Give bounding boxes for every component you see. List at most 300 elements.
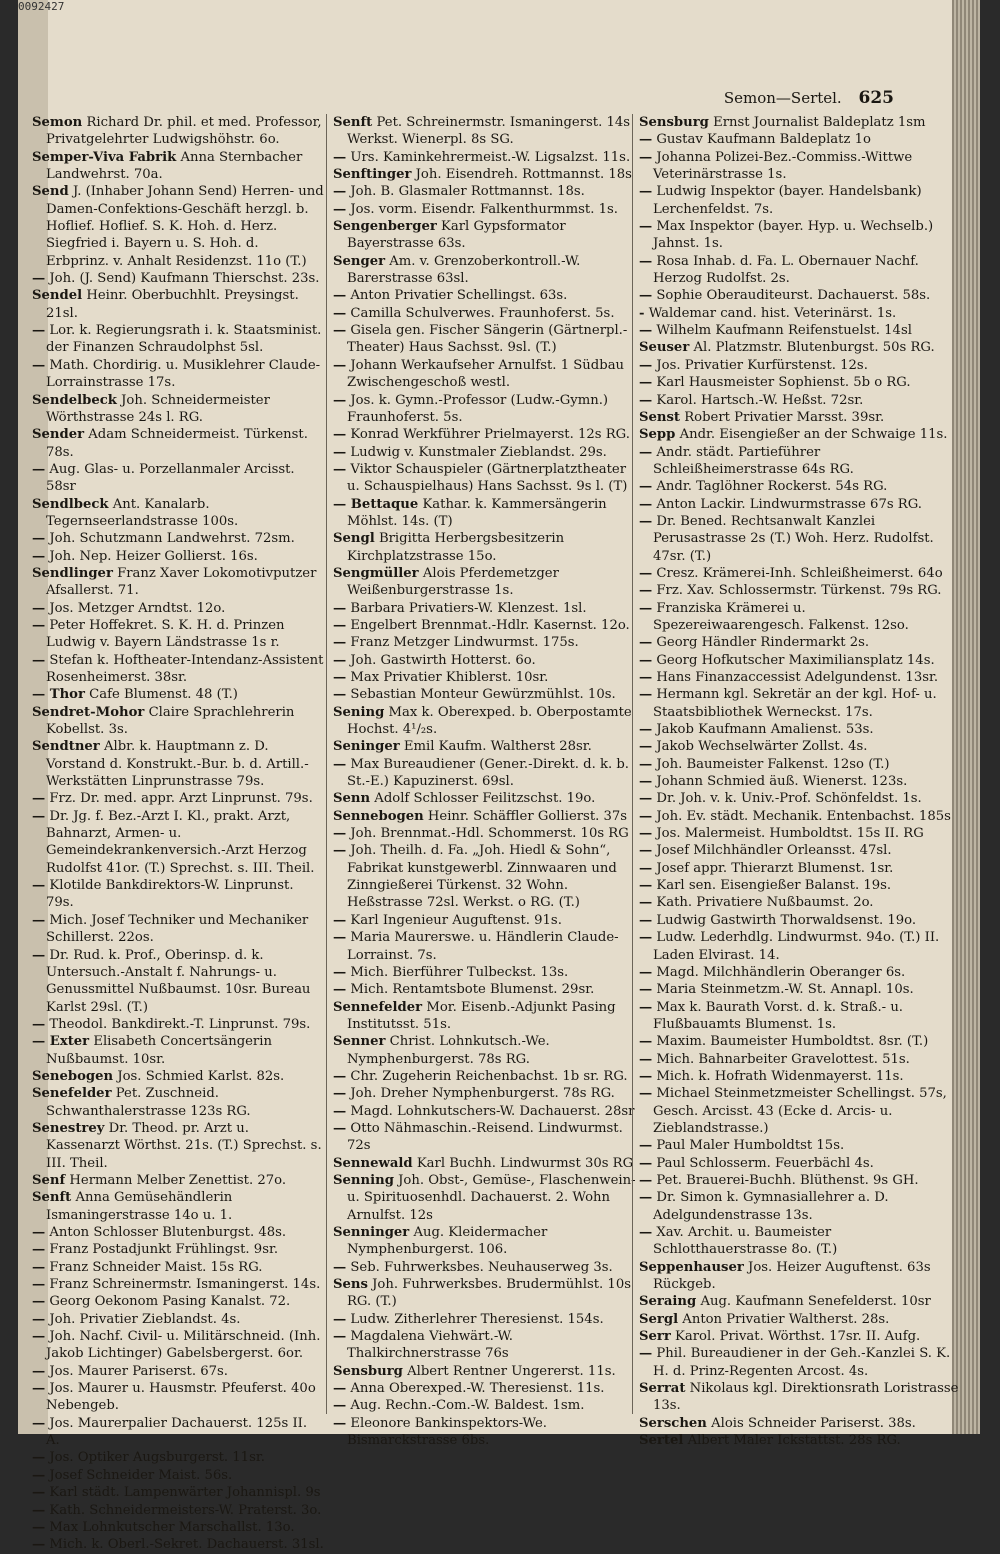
entry-name: —: [639, 444, 653, 460]
entry-name: —: [32, 617, 46, 633]
entry-name: —: [32, 912, 46, 928]
entry-text: Joh. Nachf. Civil- u. Militärschneid. (Inh. Jakob Lichtinger) Gabelsbergerst. 6or.: [46, 1329, 321, 1362]
directory-entry: [32, 808, 324, 877]
entry-name: —: [333, 826, 347, 842]
entry-text: Anton Privatier Schellingst. 63s.: [350, 288, 568, 304]
directory-entry: [333, 166, 638, 183]
entry-text: Ant. Kanalarb. Tegernseerlandstrasse 100s.: [46, 496, 239, 529]
directory-entry: [333, 1276, 638, 1311]
entry-name: —: [333, 687, 347, 703]
entry-name: —: [333, 392, 347, 408]
directory-entry: [639, 1033, 959, 1050]
entry-text: Am. v. Grenzoberkontroll.-W. Barerstrasse 63sl.: [347, 253, 581, 287]
directory-entry: [333, 392, 638, 427]
directory-entry: [639, 1311, 959, 1328]
directory-entry: [32, 1276, 324, 1293]
directory-entry: [32, 426, 324, 461]
directory-entry: [639, 131, 959, 148]
entry-name: —: [333, 670, 347, 685]
entry-name: Senner: [333, 1034, 386, 1050]
entry-text: Albert Maler Ickstattst. 28s RG.: [687, 1433, 901, 1449]
entry-name: Senninger: [333, 1225, 410, 1240]
entry-text: Camilla Schulverwes. Fraunhoferst. 5s.: [350, 305, 615, 321]
entry-name: Sender: [32, 427, 85, 443]
entry-name: —: [333, 635, 347, 651]
entry-text: Georg Händler Rindermarkt 2s.: [656, 635, 870, 651]
directory-entry: [32, 1120, 324, 1172]
entry-name: —: [333, 1381, 347, 1397]
directory-entry: [333, 808, 638, 825]
directory-entry: [32, 1502, 324, 1519]
entry-name: —: [639, 513, 653, 529]
entry-text: Karol. Privat. Wörthst. 17sr. II. Aufg.: [675, 1329, 921, 1345]
directory-entry: [639, 253, 959, 288]
directory-entry: [639, 322, 959, 339]
entry-text: Joh. Dreher Nymphenburgerst. 78s RG.: [350, 1086, 615, 1102]
directory-entry: [333, 149, 638, 166]
entry-name: —: [639, 219, 653, 235]
entry-text: Max k. Baurath Vorst. d. k. Straß.- u. Flußbauamts Blumenst. 1s.: [653, 999, 903, 1032]
entry-text: Joh. B. Glasmaler Rottmannst. 18s.: [350, 184, 585, 200]
entry-name: —: [639, 1051, 653, 1067]
entry-name: Send: [32, 184, 69, 200]
entry-name: —: [32, 323, 46, 339]
entry-text: Jos. Maurer u. Hausmstr. Pfeuferst. 40o Nebengeb.: [46, 1381, 316, 1414]
directory-entry: [333, 704, 638, 739]
entry-name: —: [333, 184, 347, 200]
directory-entry: [333, 842, 638, 911]
directory-entry: [32, 1519, 324, 1536]
entry-name: —: [639, 808, 653, 824]
entry-text: Jakob Wechselwärter Zollst. 4s.: [656, 739, 868, 755]
entry-text: J. (Inhaber Johann Send) Herren- und Damen-Confektions-Geschäft herzgl. b. Hoflief. Hoflief. S. K. Hoh. d. Herz. Siegfried i. Bayern u. S. Hoh. d. Erbprinz. v. Anhalt Residenzst. 11o (T.): [46, 184, 324, 269]
entry-name: —: [32, 1294, 46, 1310]
directory-entry: [32, 1085, 324, 1120]
directory-entry: [32, 652, 324, 687]
directory-entry: [32, 947, 324, 1016]
directory-entry: [333, 357, 638, 392]
entry-name: —: [639, 1068, 653, 1084]
directory-entry: [32, 565, 324, 600]
entry-text: Mich. k. Oberl.-Sekret. Dachauerst. 31sl.: [49, 1537, 324, 1553]
directory-entry: [333, 183, 638, 200]
entry-text: Ludwig Gastwirth Thorwaldsenst. 19o.: [656, 912, 917, 928]
directory-entry: [639, 392, 959, 409]
entry-name: Sendelbeck: [32, 392, 117, 408]
entry-text: Joh. Privatier Zieblandst. 4s.: [49, 1311, 241, 1327]
entry-text: Mich. k. Hofrath Widenmayerst. 11s.: [656, 1068, 904, 1084]
directory-entry: [639, 1172, 959, 1189]
directory-entry: [639, 426, 959, 443]
entry-text: Urs. Kaminkehrermeist.-W. Ligsalzst. 11s.: [350, 149, 631, 165]
entry-name: Semper-Viva Fabrik: [32, 149, 177, 165]
entry-text: Maria Maurerswe. u. Händlerin Claude-Lorrainst. 7s.: [347, 930, 619, 963]
entry-name: —: [639, 774, 653, 790]
entry-text: Cafe Blumenst. 48 (T.): [89, 687, 238, 703]
entry-text: Andr. städt. Partieführer Schleißheimerstrasse 64s RG.: [653, 444, 854, 477]
entry-text: Chr. Zugeherin Reichenbachst. 1b sr. RG.: [350, 1068, 628, 1084]
entry-name: Seppenhauser: [639, 1259, 744, 1275]
entry-name: —: [333, 600, 347, 616]
entry-text: Klotilde Bankdirektors-W. Linprunst. 79s.: [46, 878, 294, 911]
entry-name: —: [32, 1242, 46, 1258]
directory-entry: [333, 1103, 638, 1120]
entry-name: —: [333, 1120, 347, 1136]
entry-text: Aug. Glas- u. Porzellanmaler Arcisst. 58sr: [46, 461, 295, 495]
entry-name: —: [639, 184, 653, 200]
entry-name: —: [639, 912, 653, 928]
entry-text: Maria Steinmetzm.-W. St. Annapl. 10s.: [656, 982, 914, 998]
directory-entry: [639, 565, 959, 582]
entry-text: Karl Gypsformator Bayerstrasse 63s.: [347, 219, 566, 252]
entry-text: Adam Schneidermeist. Türkenst. 78s.: [46, 427, 308, 460]
entry-name: —: [639, 1225, 653, 1240]
directory-entry: [333, 1085, 638, 1102]
directory-entry: [32, 1259, 324, 1276]
directory-entry: [333, 1380, 638, 1397]
directory-entry: [32, 1536, 324, 1553]
entry-text: Jos. Metzger Arndtst. 12o.: [49, 600, 226, 616]
directory-entry: [639, 1051, 959, 1068]
entry-text: Josef Schneider Maist. 56s.: [49, 1467, 233, 1483]
entry-text: Andr. Eisengießer an der Schwaige 11s.: [679, 427, 948, 443]
entry-name: —: [32, 1485, 46, 1501]
entry-text: Anna Sternbacher Landwehrst. 70a.: [46, 149, 303, 183]
entry-name: —: [333, 357, 347, 373]
entry-name: —: [639, 843, 653, 859]
directory-entry: [333, 305, 638, 322]
directory-entry: [32, 1068, 324, 1085]
entry-name: —: [639, 1034, 653, 1050]
entry-name: —: [32, 1537, 46, 1553]
directory-entry: [333, 964, 638, 981]
directory-entry: [639, 600, 959, 635]
entry-name: —: [333, 149, 347, 165]
entry-text: Max Privatier Khiblerst. 10sr.: [350, 670, 549, 685]
entry-name: Senefelder: [32, 1086, 112, 1102]
entry-name: —: [639, 860, 653, 876]
entry-name: —: [32, 271, 46, 287]
directory-entry: [333, 1033, 638, 1068]
entry-name: Semon: [32, 115, 83, 130]
entry-name: Senn: [333, 791, 371, 807]
entry-text: Wilhelm Kaufmann Reifenstuelst. 14sl: [656, 323, 912, 339]
entry-text: Albert Rentner Ungererst. 11s.: [407, 1363, 616, 1379]
directory-entry: [639, 218, 959, 253]
directory-entry: [639, 808, 959, 825]
entry-text: Gustav Kaufmann Baldeplatz 1o: [656, 132, 871, 148]
directory-entry: [32, 600, 324, 617]
directory-entry: [333, 825, 638, 842]
directory-entry: [32, 1172, 324, 1189]
entry-text: Kathar. k. Kammersängerin Möhlst. 14s. (T): [347, 496, 607, 529]
entry-name: Senebogen: [32, 1068, 114, 1084]
directory-entry: [32, 183, 324, 270]
entry-name: —: [32, 1381, 46, 1397]
directory-entry: [639, 1415, 959, 1432]
entry-text: Barbara Privatiers-W. Klenzest. 1sl.: [350, 600, 587, 616]
directory-entry: [333, 669, 638, 686]
directory-entry: [333, 652, 638, 669]
directory-entry: [639, 478, 959, 495]
entry-name: Sens: [333, 1277, 368, 1293]
directory-entry: [639, 287, 959, 304]
entry-text: Karol. Hartsch.-W. Heßst. 72sr.: [656, 392, 864, 408]
entry-text: Karl Ingenieur Auguftenst. 91s.: [350, 912, 562, 928]
directory-entry: [639, 773, 959, 790]
entry-text: Johanna Polizei-Bez.-Commiss.-Wittwe Veterinärstrasse 1s.: [653, 149, 913, 183]
entry-name: —: [639, 132, 653, 148]
entry-text: Sophie Oberauditeurst. Dachauerst. 58s.: [656, 288, 931, 304]
directory-entry: [32, 1224, 324, 1241]
entry-text: Dr. Joh. v. k. Univ.-Prof. Schönfeldst. 1s.: [656, 791, 922, 807]
entry-text: Jos. Maurer Pariserst. 67s.: [49, 1363, 228, 1379]
entry-text: Seb. Fuhrwerksbes. Neuhauserweg 3s.: [350, 1259, 613, 1275]
entry-text: Hermann Melber Zenettist. 27o.: [69, 1172, 287, 1188]
directory-entry: [32, 287, 324, 322]
entry-text: Viktor Schauspieler (Gärtnerplatztheater u. Schauspielhaus) Hans Sachsst. 9s l. (T): [347, 461, 628, 495]
directory-entry: [333, 461, 638, 496]
entry-name: —: [32, 1259, 46, 1275]
entry-name: Sensburg: [333, 1363, 403, 1379]
entry-text: Frz. Dr. med. appr. Arzt Linprunst. 79s.: [49, 791, 313, 807]
entry-text: Jos. k. Gymn.-Professor (Ludw.-Gymn.) Fraunhoferst. 5s.: [347, 392, 609, 425]
entry-text: Max Lohnkutscher Marschallst. 13o.: [49, 1519, 295, 1535]
directory-entry: [639, 1068, 959, 1085]
entry-text: Math. Chordirig. u. Musiklehrer Claude-Lorrainstrasse 17s.: [46, 357, 321, 391]
entry-text: Jos. Schmied Karlst. 82s.: [117, 1068, 285, 1084]
entry-text: Dr. Theod. pr. Arzt u. Kassenarzt Wörthst. 21s. (T.) Sprechst. s. III. Theil.: [46, 1120, 322, 1171]
entry-name: —: [639, 999, 653, 1015]
directory-entry: [32, 1311, 324, 1328]
entry-name: —: [32, 357, 46, 373]
entry-text: Elisabeth Concertsängerin Nußbaumst. 10sr.: [46, 1034, 272, 1067]
directory-entry: [639, 1328, 959, 1345]
entry-name: —: [639, 895, 653, 911]
directory-entry: [639, 409, 959, 426]
directory-entry: [333, 565, 638, 600]
entry-text: Maxim. Baumeister Humboldtst. 8sr. (T.): [656, 1034, 929, 1050]
entry-text: Sebastian Monteur Gewürzmühlst. 10s.: [350, 687, 616, 703]
directory-entry: [333, 981, 638, 998]
directory-entry: [32, 686, 324, 703]
directory-entry: [639, 912, 959, 929]
directory-entry: [639, 634, 959, 651]
directory-entry: [639, 305, 959, 322]
entry-name: Sergl: [639, 1311, 679, 1327]
entry-name: —: [639, 253, 653, 269]
entry-text: Jos. Malermeist. Humboldtst. 15s II. RG: [656, 826, 924, 842]
entry-name: —: [639, 1086, 653, 1102]
entry-text: Jos. Privatier Kurfürstenst. 12s.: [656, 357, 868, 373]
directory-entry: [32, 790, 324, 807]
directory-entry: [639, 1224, 959, 1259]
directory-entry: [639, 1432, 959, 1449]
directory-entry: [639, 1259, 959, 1294]
directory-entry: [32, 496, 324, 531]
directory-entry: [639, 357, 959, 374]
directory-entry: [333, 738, 638, 755]
entry-name: —: [639, 323, 653, 339]
entry-name: —: [333, 843, 347, 859]
entry-text: Pet. Brauerei-Buchh. Blüthenst. 9s GH.: [656, 1172, 919, 1188]
entry-text: Konrad Werkführer Prielmayerst. 12s RG.: [350, 427, 630, 443]
entry-text: Karl sen. Eisengießer Balanst. 19s.: [656, 878, 892, 894]
directory-entry: [333, 929, 638, 964]
entry-text: Joh. (J. Send) Kaufmann Thierschst. 23s.: [49, 271, 320, 287]
directory-entry: [32, 1380, 324, 1415]
directory-entry: [333, 1120, 638, 1155]
entry-name: —: [639, 756, 653, 772]
entry-text: Joh. Schneidermeister Wörthstrasse 24s l. RG.: [46, 392, 270, 425]
entry-name: —: [333, 288, 347, 304]
entry-name: Sendret-Mohor: [32, 704, 145, 720]
entry-name: —: [32, 548, 46, 564]
directory-entry: [32, 1484, 324, 1501]
directory-entry: [32, 1467, 324, 1484]
directory-entry: [639, 929, 959, 964]
entry-name: —: [32, 1450, 46, 1466]
entry-name: Sendtner: [32, 739, 100, 755]
entry-text: Heinr. Oberbuchhlt. Preysingst. 21sl.: [46, 288, 299, 321]
entry-name: Senning: [333, 1172, 394, 1188]
directory-entry: [32, 357, 324, 392]
entry-text: Ludwig v. Kunstmaler Zieblandst. 29s.: [350, 444, 607, 460]
entry-name: —: [32, 878, 46, 894]
directory-entry: [333, 790, 638, 807]
entry-text: Joh. Obst-, Gemüse-, Flaschenwein- u. Spirituosenhdl. Dachauerst. 2. Wohn Arnulfst. 12s: [347, 1172, 636, 1223]
directory-entry: [333, 617, 638, 634]
entry-name: Sensburg: [639, 115, 709, 130]
entry-text: Dr. Simon k. Gymnasiallehrer a. D. Adelgundenstrasse 13s.: [653, 1190, 889, 1223]
directory-entry: [32, 1016, 324, 1033]
directory-entry: [32, 912, 324, 947]
directory-entry: [639, 738, 959, 755]
entry-name: —: [32, 600, 46, 616]
entry-text: Aug. Kaufmann Senefelderst. 10sr: [700, 1294, 931, 1310]
entry-text: Magd. Milchhändlerin Oberanger 6s.: [656, 964, 906, 980]
entry-name: Senftinger: [333, 167, 412, 183]
entry-name: Sendlbeck: [32, 496, 109, 512]
entry-text: Max k. Oberexped. b. Oberpostamte Hochst. 4¹/₂s.: [347, 704, 632, 738]
entry-name: Serrat: [639, 1381, 686, 1397]
entry-text: Jos. Maurerpalier Dachauerst. 125s II. A.: [46, 1415, 308, 1449]
entry-name: —: [639, 1155, 653, 1171]
entry-name: —: [32, 1225, 46, 1240]
entry-name: Senf: [32, 1172, 66, 1188]
entry-text: Joh. Brennmat.-Hdl. Schommerst. 10s RG: [350, 826, 629, 842]
entry-name: —: [639, 791, 653, 807]
entry-name: —: [333, 461, 347, 477]
entry-text: Paul Maler Humboldtst 15s.: [656, 1138, 845, 1154]
entry-name: —: [32, 461, 46, 477]
entry-name: —: [333, 1415, 347, 1431]
entry-name: -: [639, 305, 645, 321]
entry-text: Aug. Rechn.-Com.-W. Baldest. 1sm.: [350, 1398, 585, 1414]
entry-text: Pet. Zuschneid. Schwanthalerstrasse 123s RG.: [46, 1086, 251, 1119]
directory-entry: [333, 1172, 638, 1224]
entry-text: Jakob Kaufmann Amalienst. 53s.: [656, 722, 874, 738]
entry-text: Josef appr. Thierarzt Blumenst. 1sr.: [656, 860, 894, 876]
directory-entry: [639, 842, 959, 859]
entry-name: —: [333, 912, 347, 928]
directory-entry: [639, 877, 959, 894]
entry-text: Frz. Xav. Schlossermstr. Türkenst. 79s RG.: [656, 583, 942, 599]
entry-text: Ludwig Inspektor (bayer. Handelsbank) Lerchenfeldst. 7s.: [653, 184, 922, 217]
entry-text: Georg Hofkutscher Maximiliansplatz 14s.: [656, 652, 935, 668]
entry-name: —: [333, 444, 347, 460]
entry-text: Dr. Jg. f. Bez.-Arzt I. Kl., prakt. Arzt, Bahnarzt, Armen- u. Gemeindekrankenversich.-Arzt Herzog Rudolfst 41or. (T.) Sprechst. s. III. Theil.: [46, 808, 315, 876]
entry-text: Alois Pferdemetzger Weißenburgerstrasse 1s.: [347, 565, 559, 599]
directory-entry: [32, 1415, 324, 1450]
directory-entry: [32, 461, 324, 496]
entry-name: —: [639, 392, 653, 408]
entry-text: Magd. Lohnkutschers-W. Dachauerst. 28sr: [350, 1103, 635, 1119]
directory-entry: [32, 877, 324, 912]
entry-text: Franziska Krämerei u. Spezereiwaarengesch. Falkenst. 12so.: [653, 600, 909, 633]
entry-name: —: [32, 1329, 46, 1345]
entry-text: Adolf Schlosser Feilitzschst. 19o.: [374, 791, 596, 807]
entry-name: Serschen: [639, 1415, 707, 1431]
entry-text: Rosa Inhab. d. Fa. L. Obernauer Nachf. Herzog Rudolfst. 2s.: [653, 253, 919, 287]
directory-entry: [639, 825, 959, 842]
entry-name: Seraing: [639, 1294, 697, 1310]
entry-name: —: [32, 652, 46, 668]
entry-name: —: [32, 1363, 46, 1379]
entry-text: Mich. Rentamtsbote Blumenst. 29sr.: [350, 982, 595, 998]
entry-text: Johann Schmied äuß. Wienerst. 123s.: [656, 774, 908, 790]
entry-text: Paul Schlosserm. Feuerbächl 4s.: [656, 1155, 874, 1171]
directory-entry: [639, 894, 959, 911]
entry-text: Albr. k. Hauptmann z. D. Vorstand d. Konstrukt.-Bur. b. d. Artill.-Werkstätten Linprunstrasse 79s.: [46, 739, 309, 790]
entry-text: Joh. Eisendreh. Rottmannst. 18s: [415, 167, 632, 183]
entry-text: Alois Schneider Pariserst. 38s.: [711, 1415, 916, 1431]
entry-name: —: [639, 826, 653, 842]
directory-entry: [32, 322, 324, 357]
entry-text: Claire Sprachlehrerin Kobellst. 3s.: [46, 704, 295, 738]
entry-text: Xav. Archit. u. Baumeister Schlotthauerstrasse 8o. (T.): [653, 1225, 838, 1258]
entry-name: Senestrey: [32, 1120, 105, 1136]
entry-text: Emil Kaufm. Waltherst 28sr.: [403, 739, 592, 755]
directory-entry: [639, 582, 959, 599]
directory-entry: [333, 287, 638, 304]
directory-entry: [333, 600, 638, 617]
directory-entry: [32, 1363, 324, 1380]
entry-text: Phil. Bureaudiener in der Geh.-Kanzlei S. K. H. d. Prinz-Regenten Arcost. 4s.: [653, 1346, 951, 1379]
entry-name: Sennewald: [333, 1155, 413, 1171]
entry-name: —: [639, 496, 653, 512]
directory-entry: [639, 756, 959, 773]
entry-text: Cresz. Krämerei-Inh. Schleißheimerst. 64o: [656, 565, 943, 581]
directory-entry: [333, 1363, 638, 1380]
entry-name: —: [639, 1172, 653, 1188]
entry-text: Heinr. Schäffler Gollierst. 37s: [427, 808, 628, 824]
entry-name: —: [639, 1138, 653, 1154]
directory-entry: [32, 149, 324, 184]
entry-text: Anna Gemüsehändlerin Ismaningerstrasse 14o u. 1.: [46, 1190, 233, 1223]
directory-entry: [639, 339, 959, 356]
directory-entry: [333, 1397, 638, 1414]
directory-entry: [639, 444, 959, 479]
entry-name: —: [333, 427, 347, 443]
entry-name: —: [639, 652, 653, 668]
entry-name: —: [333, 1311, 347, 1327]
entry-text: Nikolaus kgl. Direktionsrath Loristrasse 13s.: [653, 1381, 959, 1414]
column-1: [32, 114, 324, 1553]
entry-name: Sendel: [32, 288, 83, 304]
entry-name: —: [333, 652, 347, 668]
entry-text: Stefan k. Hoftheater-Intendanz-Assistent Rosenheimerst. 38sr.: [46, 652, 324, 685]
